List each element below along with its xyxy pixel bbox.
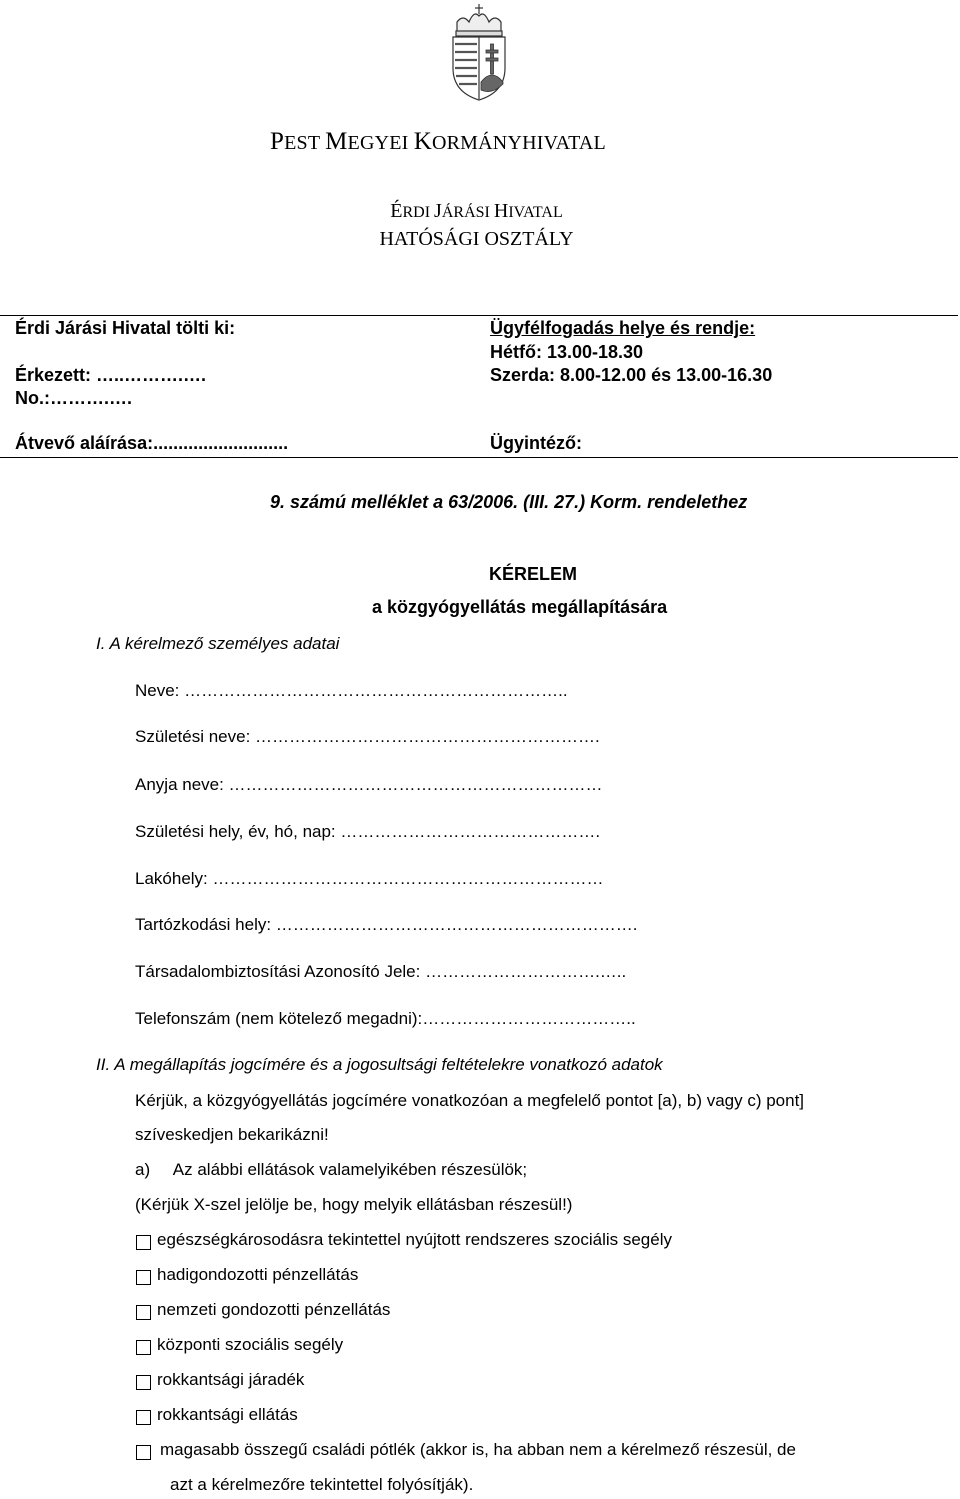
box-top-rule	[0, 315, 958, 316]
org-word: EGYEI	[347, 132, 414, 154]
option-checkbox[interactable]	[136, 1410, 151, 1425]
field-name: Neve: …………………………………………………………..	[135, 681, 568, 700]
field-social-security-number: Társadalombiztosítási Azonosító Jele: ………………………….…..	[135, 962, 627, 981]
case-officer-field: Ügyintéző:	[490, 433, 582, 453]
coat-of-arms-logo	[443, 2, 515, 102]
point-a: a) Az alábbi ellátások valamelyikében részesülök;	[135, 1160, 528, 1179]
option-label: nemzeti gondozotti pénzellátás	[157, 1300, 391, 1319]
option-label: központi szociális segély	[157, 1335, 344, 1354]
point-a-note: (Kérjük X-szel jelölje be, hogy melyik ellátásban részesül!)	[135, 1195, 573, 1214]
section-name: HATÓSÁGI OSZTÁLY	[379, 228, 574, 250]
field-temporary-address: Tartózkodási hely: ……………………………………………………….	[135, 915, 638, 934]
receiver-signature-field: Átvevő aláírása:...........................	[15, 433, 289, 453]
hours-monday: Hétfő: 13.00-18.30	[490, 342, 644, 362]
org-word: EST	[284, 132, 326, 154]
option-label: hadigondozotti pénzellátás	[157, 1265, 359, 1284]
received-field: Érkezett: …..……….….	[15, 365, 207, 385]
field-residence: Lakóhely: ……………………………………………………………	[135, 869, 604, 888]
option-label: egészségkárosodásra tekintettel nyújtott rendszeres szociális segély	[157, 1230, 672, 1249]
annex-reference: 9. számú melléklet a 63/2006. (III. 27.) Korm. rendelethez	[270, 492, 748, 512]
hours-wednesday: Szerda: 8.00-12.00 és 13.00-16.30	[490, 365, 773, 385]
dept-initial: É	[390, 200, 403, 222]
section-1-title: I. A kérelmező személyes adatai	[96, 634, 340, 653]
org-word: ORMÁNYHIVATAL	[432, 132, 606, 154]
dept-word: ÁRÁSI	[441, 204, 494, 221]
option-checkbox[interactable]	[136, 1375, 151, 1390]
option-checkbox[interactable]	[136, 1305, 151, 1320]
field-birth-place-date: Születési hely, év, hó, nap: ……………………………………….	[135, 822, 601, 841]
office-use-title: Érdi Járási Hivatal tölti ki:	[15, 318, 236, 338]
org-initial: P	[270, 128, 285, 155]
option-label-continuation: azt a kérelmezőre tekintettel folyósítják).	[170, 1475, 474, 1494]
instruction-line-2: szíveskedjen bekarikázni!	[135, 1125, 329, 1144]
box-bottom-rule	[0, 457, 958, 458]
option-checkbox[interactable]	[136, 1235, 151, 1250]
option-checkbox[interactable]	[136, 1270, 151, 1285]
dept-initial: J	[434, 200, 442, 222]
dept-initial: H	[493, 200, 509, 222]
form-title: KÉRELEM	[489, 564, 578, 584]
field-mother-name: Anyja neve: …………………………………………………………	[135, 775, 603, 794]
section-2-title: II. A megállapítás jogcímére és a jogosultsági feltételekre vonatkozó adatok	[96, 1055, 663, 1074]
organization-name	[270, 128, 606, 156]
department-name	[0, 200, 953, 223]
option-checkbox[interactable]	[136, 1340, 151, 1355]
office-hours-title: Ügyfélfogadás helye és rendje:	[490, 318, 756, 338]
org-initial: M	[325, 128, 348, 155]
field-birth-name: Születési neve: …………………………………………………….	[135, 727, 600, 746]
field-phone: Telefonszám (nem kötelező megadni):………………………………..	[135, 1009, 636, 1028]
option-label: rokkantsági járadék	[157, 1370, 305, 1389]
option-label: magasabb összegű családi pótlék (akkor is, ha abban nem a kérelmező részesül, de	[160, 1440, 796, 1459]
option-checkbox[interactable]	[136, 1445, 151, 1460]
instruction-line-1: Kérjük, a közgyógyellátás jogcímére vonatkozóan a megfelelő pontot [a), b) vagy c) pont]	[135, 1091, 805, 1110]
number-field: No.:……….….	[15, 388, 132, 408]
option-label: rokkantsági ellátás	[157, 1405, 298, 1424]
dept-word: RDI	[402, 204, 435, 221]
org-initial: K	[413, 128, 432, 155]
dept-word: IVATAL	[508, 204, 563, 221]
form-subtitle: a közgyógyellátás megállapítására	[372, 597, 668, 617]
